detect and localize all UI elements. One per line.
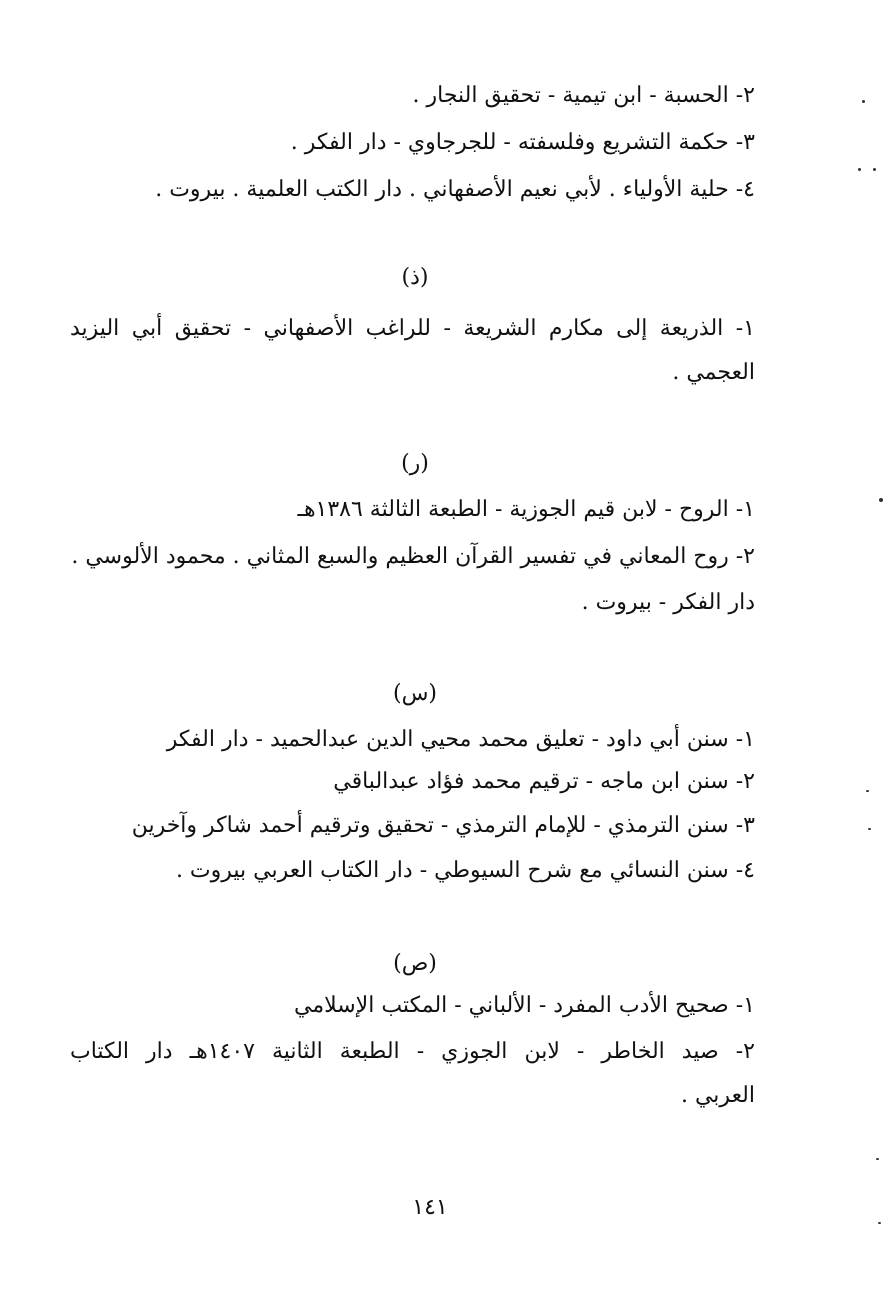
bibliography-entry: ٢- صيد الخاطر - لابن الجوزي - الطبعة الثانية ١٤٠٧هـ دار الكتاب: [70, 1039, 755, 1064]
scan-speck: [878, 1222, 881, 1224]
section-heading: (س): [392, 681, 438, 706]
bibliography-entry: ١- الروح - لابن قيم الجوزية - الطبعة الثالثة ١٣٨٦هـ: [297, 497, 755, 522]
bibliography-entry-continuation: العجمي .: [672, 360, 755, 385]
scan-speck: [876, 1158, 879, 1160]
bibliography-entry: ٢- روح المعاني في تفسير القرآن العظيم والسبع المثاني . محمود الألوسي .: [71, 544, 755, 569]
section-heading: (ذ): [401, 265, 429, 290]
scan-speck: [873, 168, 876, 171]
bibliography-entry: ٣- حكمة التشريع وفلسفته - للجرجاوي - دار الفكر .: [290, 130, 755, 155]
scan-speck: [858, 168, 861, 171]
scan-speck: [862, 100, 865, 103]
bibliography-entry: ٢- سنن ابن ماجه - ترقيم محمد فؤاد عبدالباقي: [333, 769, 755, 794]
bibliography-entry: ١- الذريعة إلى مكارم الشريعة - للراغب الأصفهاني - تحقيق أبي اليزيد: [70, 316, 755, 341]
bibliography-entry: ٢- الحسبة - ابن تيمية - تحقيق النجار .: [412, 83, 755, 108]
bibliography-entry: ١- صحيح الأدب المفرد - الألباني - المكتب الإسلامي: [294, 993, 755, 1018]
page-number: ١٤١: [412, 1195, 448, 1220]
section-heading: (ص): [393, 951, 437, 976]
bibliography-entry: ٤- سنن النسائي مع شرح السيوطي - دار الكتاب العربي بيروت .: [175, 858, 755, 883]
bibliography-entry: ٣- سنن الترمذي - للإمام الترمذي - تحقيق وترقيم أحمد شاكر وآخرين: [131, 813, 755, 838]
bibliography-entry: ١- سنن أبي داود - تعليق محمد محيي الدين عبدالحميد - دار الفكر: [166, 727, 755, 752]
scan-speck: [866, 790, 869, 792]
scan-speck: [879, 498, 883, 502]
scan-speck: [868, 828, 871, 830]
bibliography-entry-continuation: دار الفكر - بيروت .: [581, 590, 755, 615]
bibliography-entry-continuation: العربي .: [680, 1083, 755, 1108]
bibliography-entry: ٤- حلية الأولياء . لأبي نعيم الأصفهاني . دار الكتب العلمية . بيروت .: [155, 177, 755, 202]
section-heading: (ر): [401, 451, 429, 476]
